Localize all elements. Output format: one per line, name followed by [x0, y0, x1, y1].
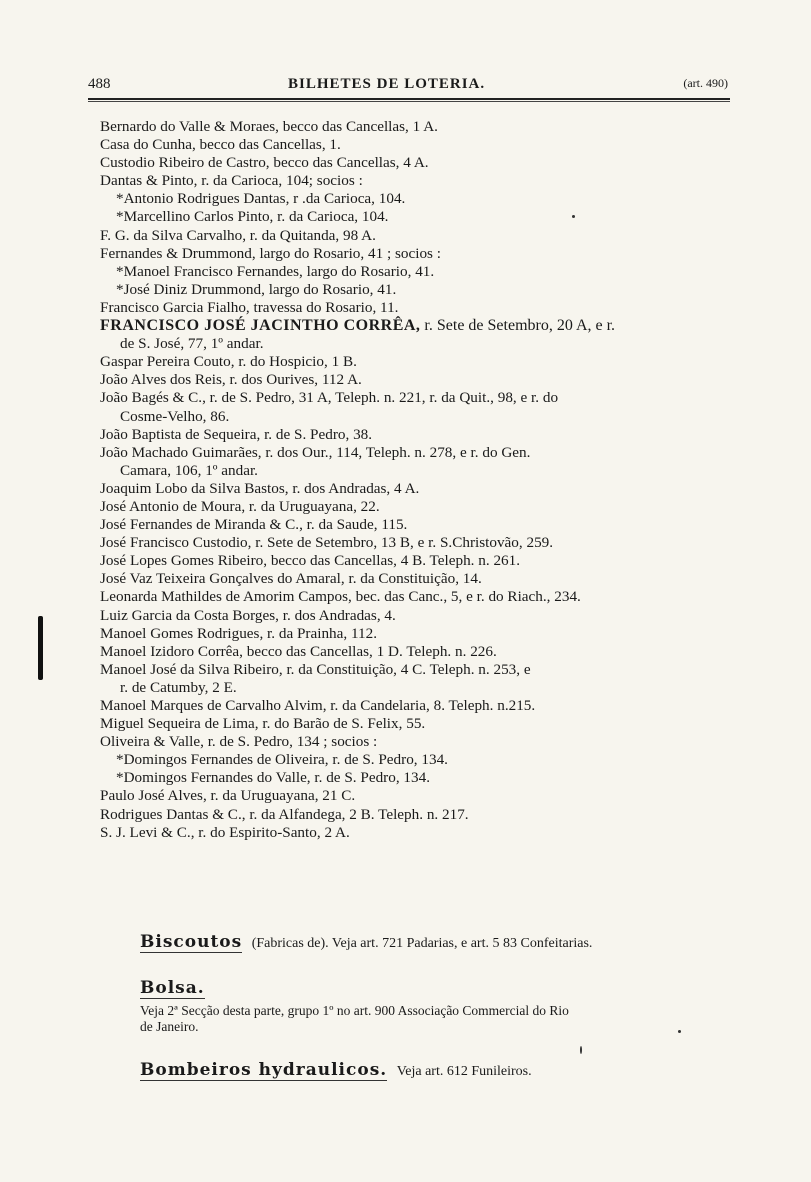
header-rule: [88, 98, 730, 100]
section-heading: Bombeiros hydraulicos.: [140, 1060, 388, 1080]
page-header: [88, 76, 728, 98]
list-item: João Machado Guimarães, r. dos Our., 114, Teleph. n. 278, e r. do Gen.: [100, 443, 531, 461]
section-text: Veja art. 612 Funileiros.: [396, 1064, 532, 1079]
list-item: Manoel José da Silva Ribeiro, r. da Constituição, 4 C. Teleph. n. 253, e: [100, 660, 531, 678]
list-item: José Antonio de Moura, r. da Uruguayana, 22.: [100, 497, 380, 515]
list-item: José Francisco Custodio, r. Sete de Setembro, 13 B, e r. S.Christovão, 259.: [100, 534, 554, 552]
list-item: Francisco Garcia Fialho, travessa do Rosario, 11.: [100, 298, 399, 316]
ink-speck: [678, 1030, 681, 1033]
list-item: Manoel Marques de Carvalho Alvim, r. da Candelaria, 8. Teleph. n.215.: [100, 697, 536, 714]
list-item: Casa do Cunha, becco das Cancellas, 1.: [100, 136, 341, 154]
list-item: Bernardo do Valle & Moraes, becco das Cancellas, 1 A.: [100, 118, 438, 135]
list-item: José Lopes Gomes Ribeiro, becco das Cancellas, 4 B. Teleph. n. 261.: [100, 552, 521, 570]
list-item: Leonarda Mathildes de Amorim Campos, bec. das Canc., 5, e r. do Riach., 234.: [100, 588, 581, 606]
section-bombeiros: [140, 1060, 532, 1080]
list-item-featured: [100, 317, 740, 335]
list-item: Manoel Izidoro Corrêa, becco das Cancellas, 1 D. Teleph. n. 226.: [100, 642, 497, 660]
list-item: Gaspar Pereira Couto, r. do Hospicio, 1 B.: [100, 353, 357, 371]
list-item: Joaquim Lobo da Silva Bastos, r. dos Andradas, 4 A.: [100, 479, 420, 497]
header-rule-thin: [88, 101, 730, 102]
section-text: (Fabricas de). Veja art. 721 Padarias, e art. 5 83 Confeitarias.: [251, 936, 593, 951]
section-biscoutos: [140, 932, 592, 952]
section-heading: Bolsa.: [140, 978, 205, 998]
partner-item: *Manoel Francisco Fernandes, largo do Rosario, 41.: [116, 262, 435, 280]
section-bolsa-heading: [140, 978, 205, 998]
list-item-continuation: r. de Catumby, 2 E.: [120, 678, 237, 696]
list-item: João Alves dos Reis, r. dos Ourives, 112 A.: [100, 371, 362, 389]
list-item: Luiz Garcia da Costa Borges, r. dos Andradas, 4.: [100, 606, 396, 624]
list-item: Rodrigues Dantas & C., r. da Alfandega, 2 B. Teleph. n. 217.: [100, 805, 469, 823]
list-item: Oliveira & Valle, r. de S. Pedro, 134 ; socios :: [100, 733, 378, 751]
featured-name: FRANCISCO JOSÉ JACINTHO CORRÊA,: [100, 317, 421, 335]
list-item: José Fernandes de Miranda & C., r. da Saude, 115.: [100, 516, 408, 534]
list-item: Manoel Gomes Rodrigues, r. da Prainha, 112.: [100, 624, 377, 642]
page-number: 488: [88, 76, 111, 92]
list-item: Custodio Ribeiro de Castro, becco das Cancellas, 4 A.: [100, 154, 429, 172]
list-item: Fernandes & Drummond, largo do Rosario, 41 ; socios :: [100, 244, 441, 262]
list-item: S. J. Levi & C., r. do Espirito-Santo, 2 A.: [100, 823, 350, 841]
list-item: João Bagés & C., r. de S. Pedro, 31 A, Teleph. n. 221, r. da Quit., 98, e r. do: [100, 389, 559, 407]
list-item-continuation: de S. José, 77, 1º andar.: [120, 335, 264, 353]
list-item: João Baptista de Sequeira, r. de S. Pedro, 38.: [100, 425, 373, 443]
list-item-continuation: Cosme-Velho, 86.: [120, 407, 230, 425]
partner-item: *Domingos Fernandes do Valle, r. de S. Pedro, 134.: [116, 769, 430, 787]
section-text: de Janeiro.: [140, 1019, 199, 1034]
list-item-continuation: Camara, 106, 1º andar.: [120, 461, 258, 479]
partner-item: *José Diniz Drummond, largo do Rosario, 41.: [116, 280, 397, 298]
list-item: Paulo José Alves, r. da Uruguayana, 21 C.: [100, 787, 356, 805]
list-item: José Vaz Teixeira Gonçalves do Amaral, r. da Constituição, 14.: [100, 570, 482, 588]
lottery-dealer-list: [100, 118, 740, 842]
ink-mark: [38, 616, 43, 680]
article-reference: (art. 490): [683, 76, 728, 90]
list-item: Miguel Sequeira de Lima, r. do Barão de S. Felix, 55.: [100, 715, 426, 733]
partner-item: *Marcellino Carlos Pinto, r. da Carioca, 104.: [116, 208, 389, 226]
section-bolsa-text: [140, 1003, 740, 1035]
list-item: F. G. da Silva Carvalho, r. da Quitanda, 98 A.: [100, 226, 376, 244]
featured-address: r. Sete de Setembro, 20 A, e r.: [420, 317, 616, 335]
partner-item: *Antonio Rodrigues Dantas, r .da Carioca, 104.: [116, 190, 406, 208]
section-heading: Biscoutos: [140, 932, 243, 952]
list-item: Dantas & Pinto, r. da Carioca, 104; socios :: [100, 172, 363, 190]
ink-speck: [580, 1046, 582, 1054]
page-title: BILHETES DE LOTERIA.: [288, 76, 486, 92]
section-text: Veja 2ª Secção desta parte, grupo 1º no art. 900 Associação Commercial do Rio: [140, 1003, 569, 1018]
partner-item: *Domingos Fernandes de Oliveira, r. de S. Pedro, 134.: [116, 751, 448, 769]
ink-speck: [572, 215, 575, 218]
